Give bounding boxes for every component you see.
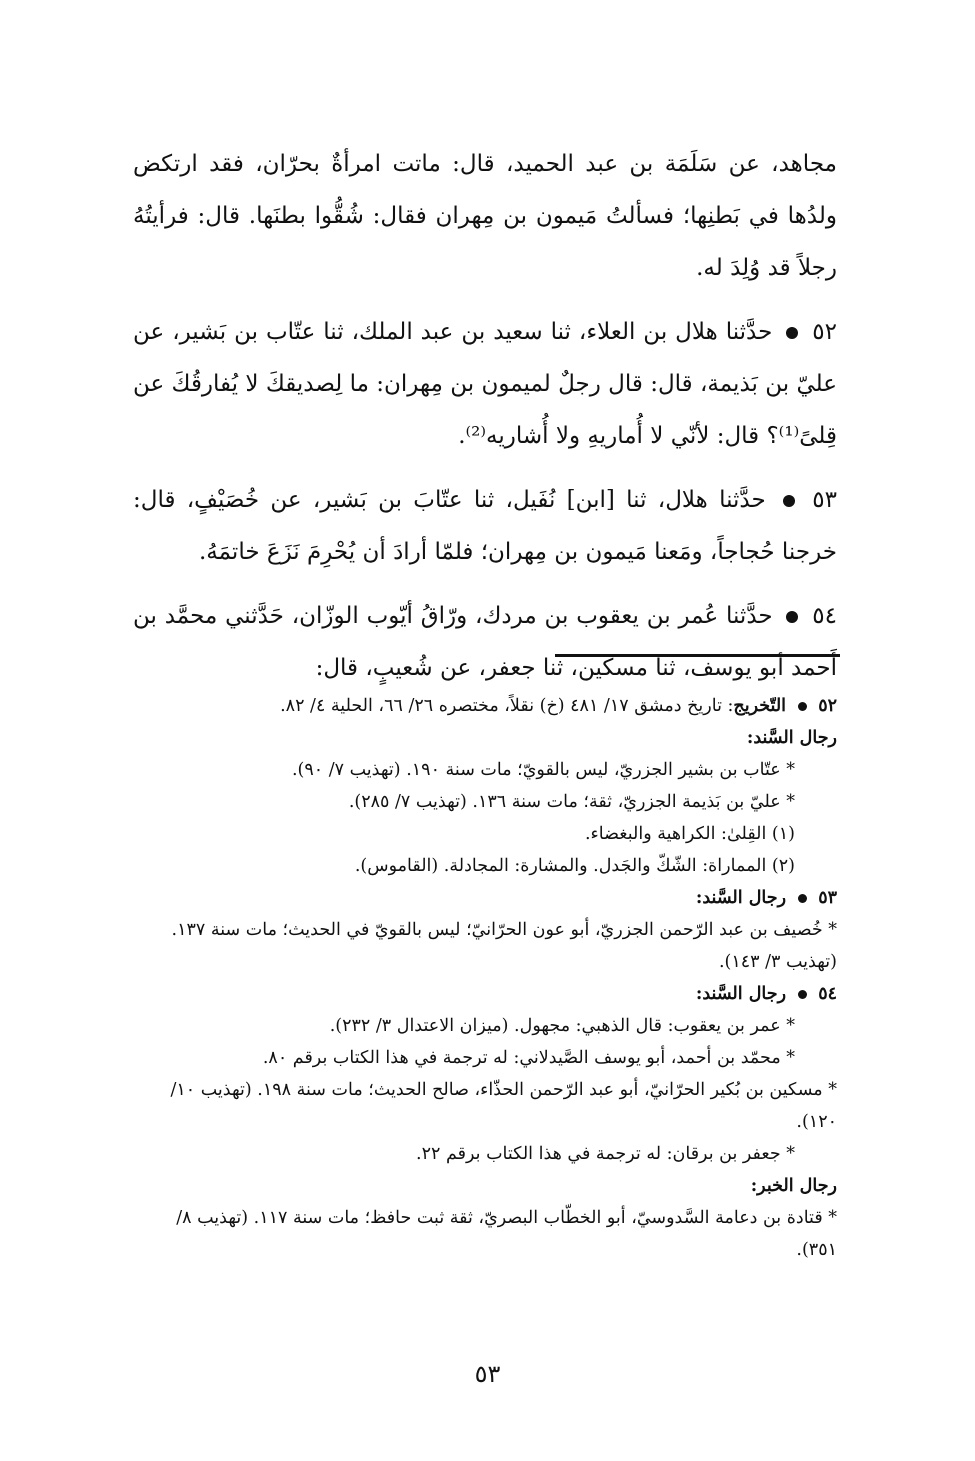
bullet-icon	[786, 611, 798, 623]
rijal-khabar-heading: رجال الخبر:	[750, 1176, 837, 1196]
narrator-entry: * جعفر بن برقان: له ترجمة في هذا الكتاب برقم ٢٢.	[416, 1144, 795, 1164]
note-number: ٥٢	[818, 696, 837, 716]
hadith-text: حدَّثنا عُمر بن يعقوب بن مردك، ورّاقُ أيّوب الوزّان، حَدَّثني محمَّد بن أَحمد أبو يوسف، ثنا مسكين، ثنا جعفر، عن شُعيبٍ، قال:	[133, 603, 837, 681]
footnote-1: (١) القِلىٰ: الكراهية والبغضاء.	[584, 824, 795, 844]
page-number: ٥٣	[474, 1360, 501, 1388]
hadith-number: ٥٤	[812, 603, 837, 629]
bullet-icon	[783, 495, 795, 507]
note-number: ٥٤	[818, 984, 837, 1004]
footnote-2: (٢) المماراة: الشّكّ والجَدل. والمشارة: المجادلة. (القاموس).	[354, 856, 795, 876]
note-54-heading	[133, 978, 837, 1010]
narrator-entry: * عمر بن يعقوب: قال الذهبي: مجهول. (ميزان الاعتدال ٣/ ٢٣٢).	[329, 1016, 795, 1036]
bullet-icon	[798, 894, 807, 903]
note-text: : تاريخ دمشق ١٧/ ٤٨١ (خ) نقلاً، مختصره ٢٦/ ٦٦، الحلية ٤/ ٨٢.	[280, 696, 734, 716]
hadith-number: ٥٣	[812, 487, 837, 513]
narrator-entry: * مسكين بن بُكير الحرّانيّ، أبو عبد الرّحمن الحذّاء، صالح الحديث؛ مات سنة ١٩٨. (تهذيب ١٠/ ١٢٠).	[170, 1080, 837, 1132]
note-label: التّخريج	[733, 696, 787, 716]
hadith-text: حدَّثنا هلال، ثنا [ابن] نُفَيل، ثنا عتّابَ بن بَشير، عن خُصَيْفٍ، قال: خرجنا حُجاجاً، ومَعنا مَيمون بن مِهران؛ فلمّا أرادَ أن يُحْرِمَ نَزَعَ خاتمَهُ.	[133, 487, 837, 565]
hadith-54	[133, 590, 837, 694]
hadith-text: حدَّثنا هلال بن العلاء، ثنا سعيد بن عبد الملك، ثنا عتّاب بن بَشير، عن عليّ بن بَذيمة، قال: قال رجلٌ لميمون بن مِهران: ما لِصديقكَ لا يُفارقُكَ عن قِلىً⁽¹⁾؟ قال: لأنّي لا أُماريهِ ولا أُشاريه⁽²⁾.	[133, 319, 837, 449]
paragraph-continuation: مجاهد، عن سَلَمَة بن عبد الحميد، قال: ماتت امرأةٌ بحرّان، فقد ارتكض ولدُها في بَطنِها؛ فسألتُ مَيمون بن مِهران فقال: شُقُّوا بطنَها. قال: فرأيتُهُ رجلاً قد وُلِدَ له.	[133, 151, 837, 281]
narrator-entry: * عتّاب بن بشير الجزريّ، ليس بالقويّ؛ مات سنة ١٩٠. (تهذيب ٧/ ٩٠).	[291, 760, 795, 780]
bullet-icon	[798, 702, 807, 711]
hadith-52	[133, 306, 837, 462]
narrator-entry: * محمّد بن أحمد، أبو يوسف الصَّيدلاني: له ترجمة في هذا الكتاب برقم ٨٠.	[262, 1048, 795, 1068]
main-text	[133, 138, 837, 706]
narrator-entry: * قتادة بن دعامة السَّدوسيّ، أبو الخطّاب البصريّ، ثقة ثبت حافظ؛ مات سنة ١١٧. (تهذيب ٨/ ٣٥١).	[176, 1208, 837, 1260]
note-number: ٥٣	[818, 888, 837, 908]
note-52-takhrij	[133, 690, 837, 722]
bullet-icon	[786, 327, 798, 339]
narrator-entry: * خُصيف بن عبد الرّحمن الجزريّ، أبو عون الحرّانيّ؛ ليس بالقويّ في الحديث؛ مات سنة ١٣٧. (تهذيب ٣/ ١٤٣).	[171, 920, 837, 972]
footnote-divider	[555, 654, 840, 657]
footnotes	[133, 690, 837, 1266]
hadith-number: ٥٢	[812, 319, 838, 345]
note-label: رجال السَّند:	[695, 888, 787, 908]
bullet-icon	[798, 990, 807, 999]
note-53-heading	[133, 882, 837, 914]
narrator-entry: * عليّ بن بَذيمة الجزريّ، ثقة؛ مات سنة ١٣٦. (تهذيب ٧/ ٢٨٥).	[348, 792, 795, 812]
rijal-sanad-heading: رجال السَّند:	[746, 728, 837, 748]
hadith-53	[133, 474, 837, 578]
note-label: رجال السَّند:	[695, 984, 787, 1004]
